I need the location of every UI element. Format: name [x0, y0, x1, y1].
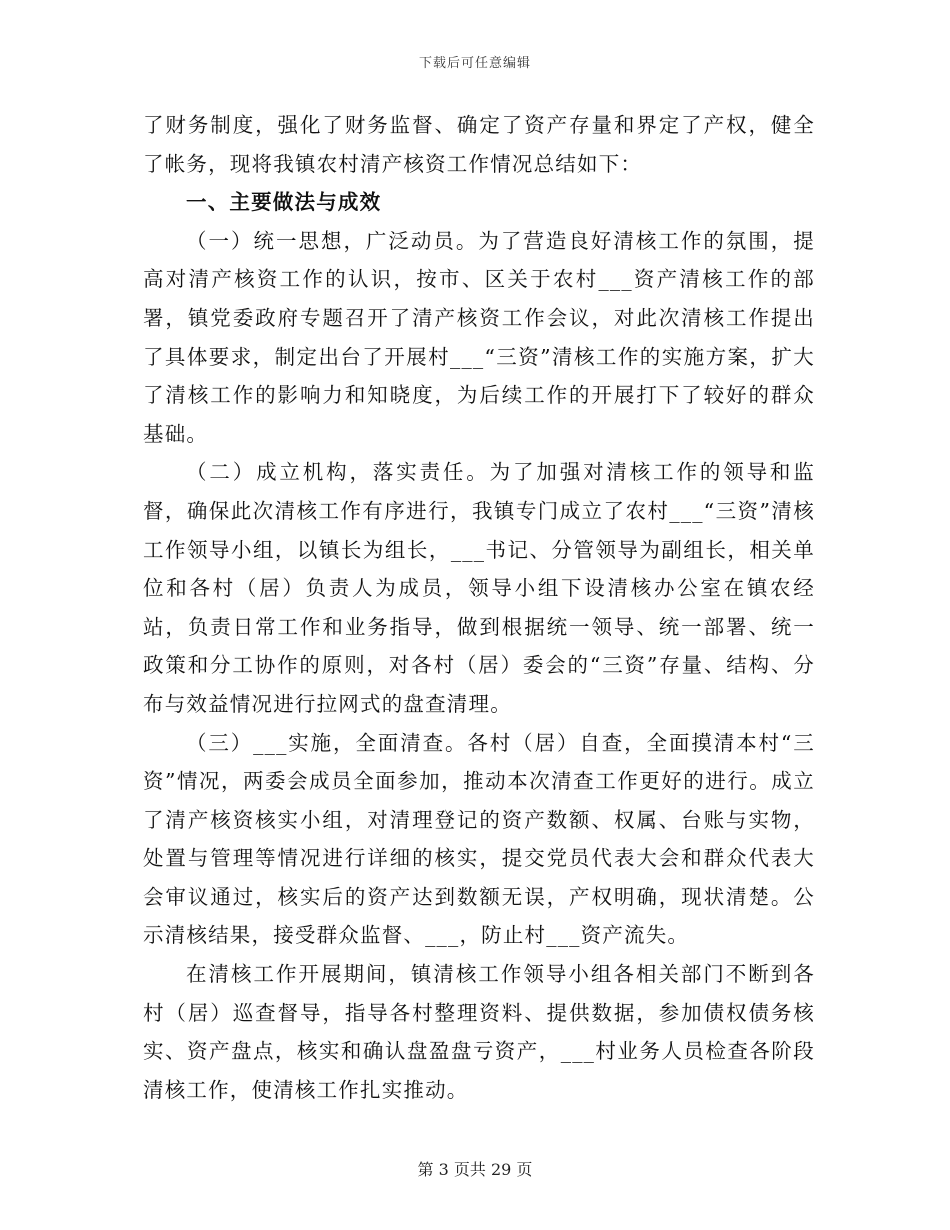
paragraph-continuation: 了财务制度，强化了财务监督、确定了资产存量和界定了产权，健全了帐务，现将我镇农村清产核资工作情况总结如下：	[143, 113, 815, 176]
paragraph-full-inspection: （三）___实施，全面清查。各村（居）自查，全面摸清本村“三资”情况，两委会成员全面参加，推动本次清查工作更好的进行。成立了清产核资核实小组，对清理登记的资产数额、权属、台账与实物，处置与管理等情况进行详细的核实，提交党员代表大会和群众代表大会审议通过，核实后的资产达到数额无误，产权明确，现状清楚。公示清核结果，接受群众监督、___，防止村___资产流失。	[143, 730, 815, 948]
paragraph-supervision: 在清核工作开展期间，镇清核工作领导小组各相关部门不断到各村（居）巡查督导，指导各村整理资料、提供数据，参加债权债务核实、资产盘点，核实和确认盘盈盘亏资产，___村业务人员检查各阶段清核工作，使清核工作扎实推动。	[143, 962, 815, 1102]
section-heading: 一、主要做法与成效	[186, 190, 382, 215]
page-footer: 第 3 页共 29 页	[417, 1160, 533, 1179]
document-body	[143, 106, 815, 1109]
paragraph-unify-thinking: （一）统一思想，广泛动员。为了营造良好清核工作的氛围，提高对清产核资工作的认识，按市、区关于农村___资产清核工作的部署，镇党委政府专题召开了清产核资工作会议，对此次清核工作提出了具体要求，制定出台了开展村___“三资”清核工作的实施方案，扩大了清核工作的影响力和知晓度，为后续工作的开展打下了较好的群众基础。	[143, 228, 815, 446]
page-header: 下载后可任意编辑	[418, 56, 531, 71]
paragraph-establish-organization: （二）成立机构，落实责任。为了加强对清核工作的领导和监督，确保此次清核工作有序进行，我镇专门成立了农村___“三资”清核工作领导小组，以镇长为组长，___书记、分管领导为副组长，相关单位和各村（居）负责人为成员，领导小组下设清核办公室在镇农经站，负责日常工作和业务指导，做到根据统一领导、统一部署、统一政策和分工协作的原则，对各村（居）委会的“三资”存量、结构、分布与效益情况进行拉网式的盘查清理。	[143, 460, 815, 716]
